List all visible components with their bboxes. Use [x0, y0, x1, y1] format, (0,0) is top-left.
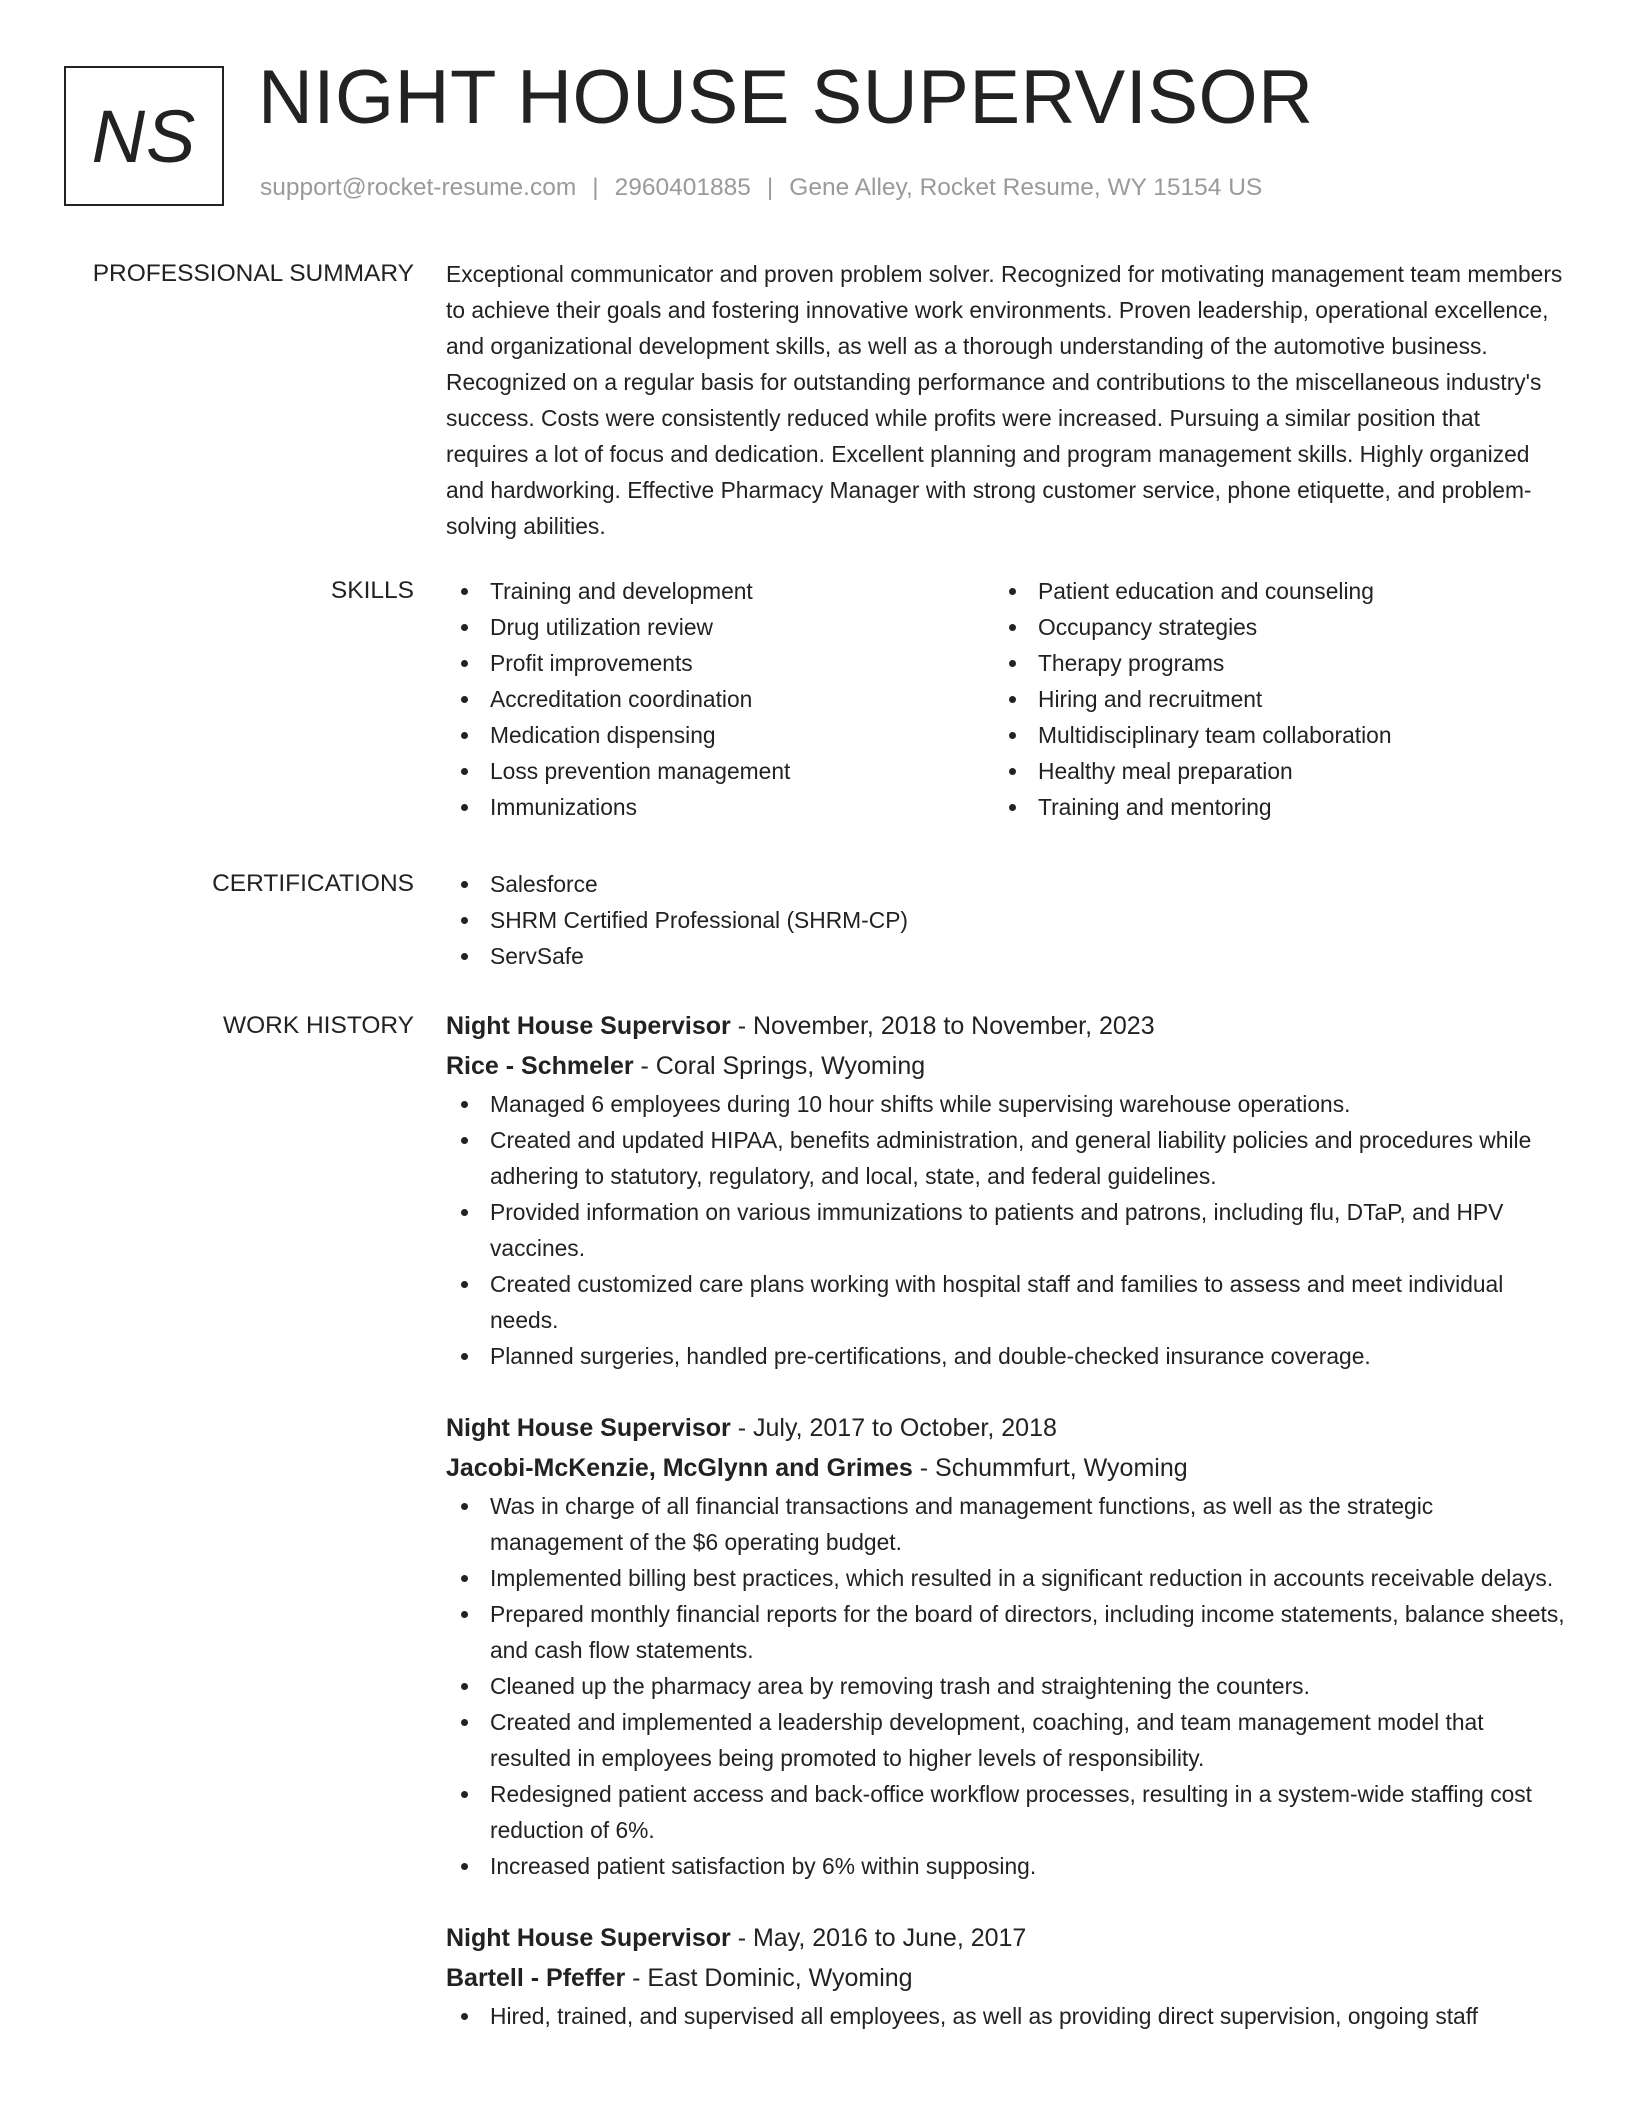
job-bullet: Redesigned patient access and back-office workflow processes, resulting in a system-wide staffing cost reduction of 6%. [446, 1776, 1566, 1848]
job-title-line [446, 1918, 1566, 1958]
job-bullet: Increased patient satisfaction by 6% within supposing. [446, 1848, 1566, 1884]
job-entry [446, 1006, 1566, 1374]
summary-body [446, 256, 1566, 544]
job-company-line [446, 1958, 1566, 1998]
skill-item: Patient education and counseling [994, 573, 1542, 609]
contact-separator: | [766, 174, 774, 201]
contact-separator: | [592, 174, 599, 201]
job-bullet: Created and implemented a leadership development, coaching, and team management model that resulted in employees being promoted to higher levels of responsibility. [446, 1704, 1566, 1776]
skills-column-right [994, 573, 1542, 825]
skill-item: Hiring and recruitment [994, 681, 1542, 717]
skill-item: Training and mentoring [994, 789, 1542, 825]
job-dates: - May, 2016 to June, 2017 [730, 1924, 1027, 1952]
job-bullet: Was in charge of all financial transactions and management functions, as well as the strategic management of the $6 operating budget. [446, 1488, 1566, 1560]
work-history-body [446, 1006, 1566, 2034]
job-company-line [446, 1046, 1566, 1086]
job-bullet: Implemented billing best practices, which resulted in a significant reduction in accounts receivable delays. [446, 1560, 1566, 1596]
certification-item: Salesforce [446, 866, 1566, 902]
contact-phone: 2960401885 [614, 174, 751, 201]
contact-line [260, 174, 1262, 202]
job-bullets [446, 1488, 1566, 1884]
candidate-name: NIGHT HOUSE SUPERVISOR [258, 55, 1314, 140]
job-bullet: Prepared monthly financial reports for the board of directors, including income statements, balance sheets, and cash flow statements. [446, 1596, 1566, 1668]
skill-item: Immunizations [446, 789, 994, 825]
skill-item: Accreditation coordination [446, 681, 994, 717]
skill-item: Loss prevention management [446, 753, 994, 789]
section-title: WORK HISTORY [222, 1012, 414, 1039]
monogram-initials: NS [91, 94, 197, 178]
job-dates: - July, 2017 to October, 2018 [730, 1414, 1057, 1442]
certification-item: SHRM Certified Professional (SHRM-CP) [446, 902, 1566, 938]
contact-email: support@rocket-resume.com [260, 174, 577, 201]
job-bullets [446, 1998, 1566, 2034]
job-title-line [446, 1006, 1566, 1046]
skill-item: Medication dispensing [446, 717, 994, 753]
job-company: Jacobi-McKenzie, McGlynn and Grimes [446, 1454, 913, 1482]
section-title: SKILLS [330, 577, 414, 604]
certifications-body [446, 866, 1566, 974]
job-bullet: Cleaned up the pharmacy area by removing trash and straightening the counters. [446, 1668, 1566, 1704]
skill-item: Drug utilization review [446, 609, 994, 645]
job-role: Night House Supervisor [446, 1924, 731, 1952]
section-title: CERTIFICATIONS [212, 870, 414, 897]
certification-item: ServSafe [446, 938, 1566, 974]
skills-column-left [446, 573, 994, 825]
contact-address: Gene Alley, Rocket Resume, WY 15154 US [789, 174, 1263, 201]
skills-body [446, 573, 1566, 825]
job-bullet: Managed 6 employees during 10 hour shifts while supervising warehouse operations. [446, 1086, 1566, 1122]
skill-item: Healthy meal preparation [994, 753, 1542, 789]
job-dates: - November, 2018 to November, 2023 [730, 1012, 1155, 1040]
skill-item: Multidisciplinary team collaboration [994, 717, 1542, 753]
job-role: Night House Supervisor [446, 1414, 731, 1442]
monogram-box [64, 66, 224, 206]
job-company-line [446, 1448, 1566, 1488]
skill-item: Training and development [446, 573, 994, 609]
job-bullet: Planned surgeries, handled pre-certifications, and double-checked insurance coverage. [446, 1338, 1566, 1374]
job-bullet: Provided information on various immunizations to patients and patrons, including flu, DTaP, and HPV vaccines. [446, 1194, 1566, 1266]
job-company: Bartell - Pfeffer [446, 1964, 626, 1992]
job-role: Night House Supervisor [446, 1012, 731, 1040]
job-entry [446, 1408, 1566, 1884]
job-location: - East Dominic, Wyoming [625, 1964, 913, 1992]
skill-item: Therapy programs [994, 645, 1542, 681]
job-bullet: Created customized care plans working with hospital staff and families to assess and meet individual needs. [446, 1266, 1566, 1338]
job-location: - Coral Springs, Wyoming [633, 1052, 926, 1080]
job-bullet: Created and updated HIPAA, benefits administration, and general liability policies and procedures while adhering to statutory, regulatory, and local, state, and federal guidelines. [446, 1122, 1566, 1194]
job-bullets [446, 1086, 1566, 1374]
job-entry [446, 1918, 1566, 2034]
skill-item: Profit improvements [446, 645, 994, 681]
skill-item: Occupancy strategies [994, 609, 1542, 645]
job-bullet: Hired, trained, and supervised all employees, as well as providing direct supervision, ongoing staff [446, 1998, 1566, 2034]
section-title: PROFESSIONAL SUMMARY [92, 260, 414, 287]
job-title-line [446, 1408, 1566, 1448]
job-location: - Schummfurt, Wyoming [912, 1454, 1188, 1482]
summary-text: Exceptional communicator and proven problem solver. Recognized for motivating management team members to achieve their goals and fostering innovative work environments. Proven leadership, operational excellence, and organizational development skills, as well as a thorough understanding of the automotive business. Recognized on a regular basis for outstanding performance and contributions to the miscellaneous industry's success. Costs were consistently reduced while profits were increased. Pursuing a similar position that requires a lot of focus and dedication. Excellent planning and program management skills. Highly organized and hardworking. Effective Pharmacy Manager with strong customer service, phone etiquette, and problem-solving abilities. [446, 261, 1563, 539]
job-company: Rice - Schmeler [446, 1052, 634, 1080]
